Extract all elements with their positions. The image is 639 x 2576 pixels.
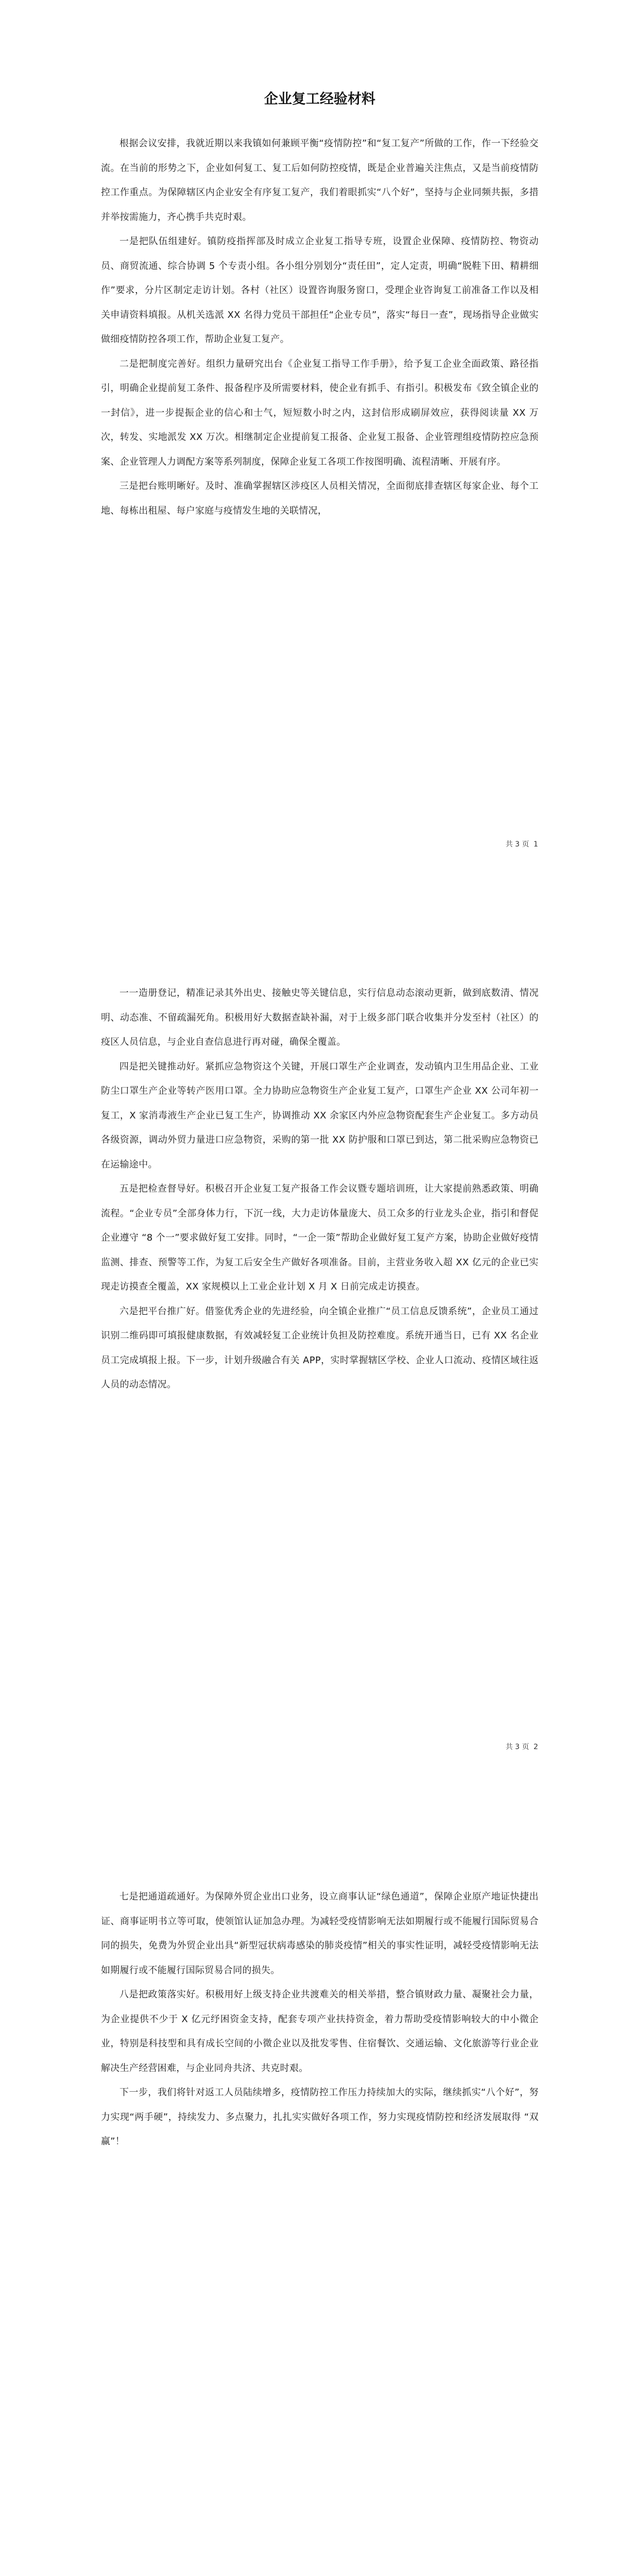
page-title: 企业复工经验材料 bbox=[264, 91, 375, 107]
page-footer bbox=[504, 839, 538, 849]
page-number: 2 bbox=[533, 1743, 538, 1751]
page-count-label: 共 3 页 bbox=[505, 1743, 529, 1751]
paragraph: 根据会议安排，我就近期以来我镇如何兼顾平衡“疫情防控”和“复工复产”所做的工作，作一下经验交流。在当前的形势之下，企业如何复工、复工后如何防控疫情，既是企业普遍关注焦点，又是当前疫情防控工作重点。为保障辖区内企业安全有序复工复产，我们着眼抓实“八个好”，坚持与企业同频共振，多措并举按需施力，齐心携手共克时艰。 bbox=[101, 138, 539, 223]
paragraph: 下一步，我们将针对返工人员陆续增多，疫情防控工作压力持续加大的实际，继续抓实“八个好”，努力实现“两手硬”，持续发力、多点聚力，扎扎实实做好各项工作，努力实现疫情防控和经济发展取得 “双赢”！ bbox=[101, 2087, 539, 2147]
paragraph: 五是把检查督导好。积极召开企业复工复产报备工作会议暨专题培训班，让大家提前熟悉政策、明确流程。“企业专员”全部身体力行，下沉一线，大力走访体量庞大、员工众多的行业龙头企业，指引和督促企业遵守 “8 个一”要求做好复工安排。同时，“一企一策”帮助企业做好复工复产方案，协助企业做好疫情监测、排查、预警等工作，为复工后安全生产做好各项准备。目前，主营业务收入超 XX 亿元的企业已实现走访摸查全覆盖，XX 家规模以上工业企业计划 X 月 X 日前完成走访摸查。 bbox=[101, 1183, 539, 1292]
document-page-3 bbox=[0, 1807, 639, 2576]
page-3-body bbox=[101, 1885, 539, 2154]
document-page-1 bbox=[0, 0, 639, 904]
paragraph: 四是把关键推动好。紧抓应急物资这个关键，开展口罩生产企业调查，发动镇内卫生用品企业、工业防尘口罩生产企业等转产医用口罩。全力协助应急物资生产企业复工复产，口罩生产企业 XX 公司年初一复工，X 家消毒液生产企业已复工生产，协调推动 XX 余家区内外应急物资配套生产企业复工。多方动员各级资源，调动外贸力量进口应急物资，采购的第一批 XX 防护服和口罩已到达，第二批采购应急物资已在运输途中。 bbox=[101, 1061, 539, 1170]
paragraph: 七是把通道疏通好。为保障外贸企业出口业务，设立商事认证“绿色通道”，保障企业原产地证快捷出证、商事证明书立等可取，使领馆认证加急办理。为减轻受疫情影响无法如期履行或不能履行国际贸易合同的损失，免费为外贸企业出具“新型冠状病毒感染的肺炎疫情”相关的事实性证明，减轻受疫情影响无法如期履行或不能履行国际贸易合同的损失。 bbox=[101, 1891, 539, 1976]
paragraph: 六是把平台推广好。借鉴优秀企业的先进经验，向全镇企业推广“员工信息反馈系统”，企业员工通过识别二维码即可填报健康数据，有效减轻复工企业统计负担及防控难度。系统开通当日，已有 XX 名企业员工完成填报上报。下一步，计划升级融合有关 APP，实时掌握辖区学校、企业人口流动、疫情区域往返人员的动态情况。 bbox=[101, 1306, 539, 1390]
page-count-label: 共 3 页 bbox=[505, 840, 529, 849]
paragraph: 三是把台账明晰好。及时、准确掌握辖区涉疫区人员相关情况，全面彻底排查辖区每家企业、每个工地、每栋出租屋、每户家庭与疫情发生地的关联情况， bbox=[101, 481, 539, 516]
paragraph: 八是把政策落实好。积极用好上级支持企业共渡难关的相关举措，整合镇财政力量、凝聚社会力量，为企业提供不少于 X 亿元纾困资金支持，配套专项产业扶持资金，着力帮助受疫情影响较大的中小微企业，特别是科技型和具有成长空间的小微企业以及批发零售、住宿餐饮、交通运输、文化旅游等行业企业解决生产经营困难，与企业同舟共济、共克时艰。 bbox=[101, 1989, 539, 2074]
page-2-body bbox=[101, 981, 539, 1397]
paragraph: 二是把制度完善好。组织力量研究出台《企业复工指导工作手册》，给予复工企业全面政策、路径指引，明确企业提前复工条件、报备程序及所需要材料，使企业有抓手、有指引。积极发布《致全镇企业的一封信》，进一步提振企业的信心和士气，短短数小时之内，这封信形成刷屏效应，获得阅读量 XX 万次，转发、实地派发 XX 万次。相继制定企业提前复工报备、企业复工报备、企业管理组疫情防控应急预案、企业管理人力调配方案等系列制度，保障企业复工各项工作按图明确、流程清晰、开展有序。 bbox=[101, 358, 539, 467]
document-page-2 bbox=[0, 904, 639, 1807]
page-number: 1 bbox=[533, 840, 538, 849]
paragraph: 一是把队伍组建好。镇防疫指挥部及时成立企业复工指导专班，设置企业保障、疫情防控、物资动员、商贸流通、综合协调 5 个专责小组。各小组分别划分“责任田”，定人定责，明确“脱鞋下田、精耕细作”要求，分片区制定走访计划。各村（社区）设置咨询服务窗口，受理企业咨询复工前准备工作以及相关申请资料填报。从机关选派 XX 名得力党员干部担任“企业专员”，落实“每日一查”，现场指导企业做实做细疫情防控各项工作，帮助企业复工复产。 bbox=[101, 236, 539, 345]
paragraph: 一一造册登记，精准记录其外出史、接触史等关键信息，实行信息动态滚动更新，做到底数清、情况明、动态准、不留疏漏死角。积极用好大数据查缺补漏，对于上级多部门联合收集并分发至村（社区）的疫区人员信息，与企业自查信息进行再对碰，确保全覆盖。 bbox=[101, 988, 539, 1047]
page-1-body bbox=[101, 88, 539, 523]
page-footer bbox=[504, 1741, 538, 1752]
